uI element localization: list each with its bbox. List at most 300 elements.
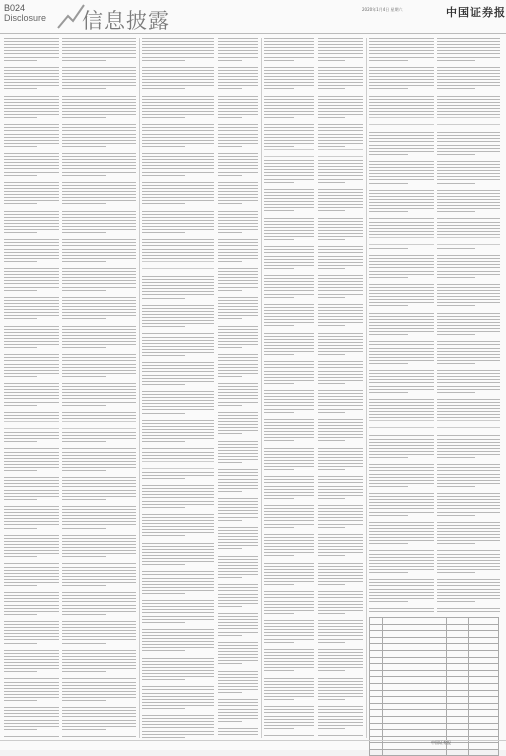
text-line <box>62 512 136 513</box>
text-line <box>142 79 214 80</box>
text-line <box>142 153 214 154</box>
text-line <box>62 483 136 484</box>
text-line <box>218 520 242 521</box>
text-line <box>264 419 314 420</box>
text-line <box>318 479 363 480</box>
text-line <box>318 699 345 700</box>
text-line <box>437 554 500 555</box>
text-line <box>369 496 434 497</box>
text-line <box>142 501 214 502</box>
text-line <box>318 632 363 633</box>
text-line <box>369 293 434 294</box>
text-line <box>4 108 59 109</box>
text-line <box>318 281 363 282</box>
table-cell <box>469 723 499 730</box>
text-line <box>62 710 136 711</box>
text-line <box>264 390 314 391</box>
text-line <box>264 117 294 118</box>
text-line <box>62 563 136 564</box>
text-line <box>218 418 258 419</box>
text-line <box>318 667 363 668</box>
text-line <box>4 386 59 387</box>
text-line <box>437 608 500 609</box>
text-line <box>4 261 37 262</box>
text-line <box>218 671 258 672</box>
text-line <box>369 351 434 352</box>
text-line <box>369 531 434 532</box>
table-cell <box>370 664 383 671</box>
text-line <box>369 331 434 332</box>
text-line <box>4 318 37 319</box>
text-line <box>218 188 258 189</box>
text-line <box>369 392 408 393</box>
text-line <box>4 159 59 160</box>
text-line <box>264 495 314 496</box>
text-line <box>318 137 363 138</box>
text-line <box>318 336 363 337</box>
text-line <box>4 153 59 154</box>
text-line <box>369 290 434 291</box>
text-line <box>437 53 500 54</box>
text-line <box>264 575 314 576</box>
text-line <box>4 383 59 384</box>
text-line <box>318 460 363 461</box>
text-line <box>218 702 258 703</box>
text-line <box>62 729 106 730</box>
text-line <box>264 172 314 173</box>
text-line <box>318 290 363 291</box>
text-line <box>142 400 214 401</box>
text-line <box>62 576 136 577</box>
text-line <box>318 224 363 225</box>
text-line <box>218 168 258 169</box>
text-line <box>318 448 363 449</box>
text-line <box>264 230 314 231</box>
text-line <box>369 287 434 288</box>
text-line <box>369 38 434 39</box>
text-line <box>4 659 59 660</box>
text-line <box>62 639 136 640</box>
text-line <box>62 535 136 536</box>
text-line <box>142 53 214 54</box>
text-line <box>264 566 314 567</box>
text-line <box>218 130 258 131</box>
text-line <box>318 73 363 74</box>
text-line <box>218 734 258 735</box>
text-column-7 <box>369 38 434 613</box>
text-line <box>264 706 314 707</box>
text-line <box>62 665 136 666</box>
text-line <box>369 76 434 77</box>
text-line <box>437 302 500 303</box>
text-line <box>318 114 363 115</box>
text-line <box>218 453 258 454</box>
text-line <box>318 405 363 406</box>
text-line <box>142 258 214 259</box>
text-line <box>218 239 258 240</box>
text-line <box>318 227 363 228</box>
text-line <box>437 76 500 77</box>
table-cell <box>469 677 499 684</box>
text-line <box>318 198 363 199</box>
text-line <box>142 352 214 353</box>
text-line <box>369 360 434 361</box>
text-line <box>218 283 258 284</box>
text-line <box>142 555 214 556</box>
page-code: B024 <box>4 3 26 13</box>
text-line <box>62 700 106 701</box>
text-line <box>62 521 136 522</box>
text-line <box>369 218 434 219</box>
text-line <box>369 502 434 503</box>
table-cell <box>382 644 446 651</box>
text-line <box>369 477 434 478</box>
text-line <box>62 105 136 106</box>
text-line <box>318 661 363 662</box>
text-line <box>264 371 314 372</box>
text-line <box>437 138 500 139</box>
text-line <box>62 318 106 319</box>
table-cell <box>370 670 383 677</box>
text-line <box>4 707 59 708</box>
table-cell <box>469 657 499 664</box>
text-line <box>318 552 363 553</box>
text-line <box>437 293 500 294</box>
text-line <box>62 726 136 727</box>
text-line <box>264 505 314 506</box>
text-line <box>369 179 434 180</box>
text-line <box>264 175 314 176</box>
text-line <box>142 475 214 476</box>
text-line <box>264 534 314 535</box>
text-line <box>4 140 59 141</box>
text-line <box>369 305 408 306</box>
text-line <box>318 706 363 707</box>
text-line <box>142 535 185 536</box>
text-line <box>437 96 500 97</box>
text-line <box>437 566 500 567</box>
text-line <box>264 693 314 694</box>
text-line <box>142 574 214 575</box>
text-line <box>62 127 136 128</box>
text-line <box>437 348 500 349</box>
text-line <box>264 60 294 61</box>
text-line <box>369 566 434 567</box>
text-line <box>62 255 136 256</box>
text-line <box>369 585 434 586</box>
text-line <box>4 538 59 539</box>
text-line <box>4 165 59 166</box>
table-cell <box>382 618 446 625</box>
text-line <box>4 726 59 727</box>
text-line <box>318 325 345 326</box>
text-line <box>218 303 258 304</box>
text-line <box>264 511 314 512</box>
text-line <box>437 88 475 89</box>
text-line <box>264 552 314 553</box>
text-line <box>4 550 59 551</box>
section-english: Disclosure <box>4 13 47 23</box>
table-cell <box>382 683 446 690</box>
text-line <box>62 579 136 580</box>
text-line <box>318 70 363 71</box>
text-line <box>318 610 363 611</box>
text-line <box>142 564 185 565</box>
table-cell <box>370 683 383 690</box>
text-line <box>62 102 136 103</box>
text-line <box>4 274 59 275</box>
text-line <box>218 249 258 250</box>
text-line <box>4 175 37 176</box>
text-line <box>369 405 434 406</box>
text-line <box>142 455 214 456</box>
text-line <box>62 268 136 269</box>
text-line <box>4 668 59 669</box>
text-line <box>264 204 314 205</box>
text-line <box>4 448 59 449</box>
text-line <box>437 363 475 364</box>
text-line <box>264 192 314 193</box>
text-line <box>437 170 500 171</box>
text-line <box>218 153 258 154</box>
text-line <box>437 79 500 80</box>
column-divider <box>139 38 140 738</box>
text-line <box>4 127 59 128</box>
text-line <box>437 379 500 380</box>
text-line <box>437 261 500 262</box>
text-line <box>62 306 136 307</box>
text-line <box>264 201 314 202</box>
text-line <box>218 565 258 566</box>
table-cell <box>370 650 383 657</box>
text-line <box>437 151 500 152</box>
text-line <box>218 306 258 307</box>
text-line <box>437 486 475 487</box>
text-line <box>318 67 363 68</box>
text-line <box>264 584 294 585</box>
text-line <box>264 649 314 650</box>
text-line <box>437 67 500 68</box>
text-line <box>369 389 434 390</box>
text-line <box>369 540 434 541</box>
text-line <box>318 607 363 608</box>
text-line <box>218 571 258 572</box>
text-line <box>62 130 136 131</box>
text-line <box>264 207 314 208</box>
text-line <box>264 41 314 42</box>
text-line <box>264 287 314 288</box>
text-line <box>264 639 314 640</box>
table-cell <box>446 670 468 677</box>
text-line <box>369 569 434 570</box>
text-line <box>264 597 314 598</box>
text-line <box>264 655 314 656</box>
text-line <box>142 546 214 547</box>
text-line <box>369 60 408 61</box>
text-line <box>264 88 294 89</box>
text-line <box>264 166 314 167</box>
text-line <box>4 480 59 481</box>
text-line <box>318 284 363 285</box>
text-line <box>437 480 500 481</box>
text-line <box>4 60 37 61</box>
text-line <box>369 231 434 232</box>
text-line <box>218 527 258 528</box>
text-line <box>218 99 258 100</box>
text-line <box>264 262 314 263</box>
text-line <box>437 579 500 580</box>
text-line <box>4 477 59 478</box>
text-line <box>264 549 314 550</box>
text-line <box>62 611 136 612</box>
text-line <box>318 275 363 276</box>
text-line <box>4 598 59 599</box>
text-line <box>218 315 258 316</box>
text-line <box>218 462 242 463</box>
text-line <box>142 197 214 198</box>
text-line <box>62 605 136 606</box>
page-header <box>0 0 506 34</box>
text-line <box>264 44 314 45</box>
text-line <box>142 664 214 665</box>
text-line <box>318 422 363 423</box>
text-line <box>4 576 59 577</box>
text-line <box>369 102 434 103</box>
table-cell <box>469 624 499 631</box>
text-line <box>264 313 314 314</box>
text-line <box>4 710 59 711</box>
text-line <box>264 466 314 467</box>
text-line <box>218 654 258 655</box>
table-row <box>370 644 499 651</box>
text-line <box>369 154 408 155</box>
text-line <box>437 196 500 197</box>
text-line <box>142 549 214 550</box>
text-line <box>142 571 214 572</box>
text-line <box>62 398 136 399</box>
text-line <box>62 608 136 609</box>
text-line <box>62 461 136 462</box>
table-cell <box>446 664 468 671</box>
text-line <box>4 114 59 115</box>
table-cell <box>446 618 468 625</box>
text-line <box>369 572 408 573</box>
text-line <box>218 245 258 246</box>
text-line <box>437 154 475 155</box>
text-line <box>318 396 363 397</box>
text-line <box>62 595 136 596</box>
text-line <box>142 673 214 674</box>
text-line <box>437 601 475 602</box>
text-line <box>369 354 434 355</box>
text-line <box>218 229 258 230</box>
text-line <box>437 325 500 326</box>
text-line <box>318 189 363 190</box>
text-line <box>62 108 136 109</box>
text-line <box>4 252 59 253</box>
text-line <box>4 300 59 301</box>
text-line <box>142 220 214 221</box>
text-line <box>437 41 500 42</box>
text-line <box>264 492 314 493</box>
text-line <box>264 540 314 541</box>
text-line <box>264 102 314 103</box>
text-line <box>62 162 136 163</box>
text-line <box>318 546 363 547</box>
text-line <box>437 569 500 570</box>
text-line <box>4 70 59 71</box>
text-line <box>318 345 363 346</box>
text-line <box>4 88 37 89</box>
text-line <box>4 332 59 333</box>
text-line <box>318 454 363 455</box>
text-line <box>318 639 363 640</box>
table-cell <box>370 723 383 730</box>
text-line <box>62 96 136 97</box>
text-line <box>437 414 500 415</box>
text-line <box>62 364 136 365</box>
text-line <box>4 271 59 272</box>
text-line <box>318 102 363 103</box>
table-cell <box>370 618 383 625</box>
text-line <box>264 555 294 556</box>
text-line <box>142 200 214 201</box>
text-line <box>218 677 258 678</box>
text-line <box>318 287 363 288</box>
text-line <box>218 217 258 218</box>
text-line <box>218 214 258 215</box>
text-line <box>4 185 59 186</box>
text-line <box>318 354 345 355</box>
text-line <box>264 687 314 688</box>
text-line <box>264 127 314 128</box>
text-line <box>4 182 59 183</box>
table-cell <box>382 657 446 664</box>
text-line <box>318 412 345 413</box>
text-line <box>4 601 59 602</box>
text-line <box>4 509 59 510</box>
text-line <box>264 607 314 608</box>
text-line <box>264 124 314 125</box>
text-line <box>437 534 500 535</box>
text-line <box>318 594 363 595</box>
text-line <box>142 667 214 668</box>
text-line <box>4 694 59 695</box>
text-line <box>62 405 106 406</box>
text-line <box>62 550 136 551</box>
text-line <box>264 96 314 97</box>
text-line <box>142 355 185 356</box>
text-line <box>264 336 314 337</box>
table-cell <box>469 690 499 697</box>
text-line <box>437 193 500 194</box>
text-line <box>318 508 363 509</box>
text-line <box>437 598 500 599</box>
text-line <box>264 667 314 668</box>
text-line <box>218 53 258 54</box>
text-line <box>437 451 500 452</box>
text-line <box>62 172 136 173</box>
text-line <box>62 203 106 204</box>
text-line <box>318 166 363 167</box>
text-line <box>62 464 136 465</box>
text-line <box>218 88 242 89</box>
text-line <box>264 405 314 406</box>
text-line <box>4 335 59 336</box>
text-line <box>318 469 345 470</box>
text-line <box>142 438 214 439</box>
text-line <box>437 531 500 532</box>
